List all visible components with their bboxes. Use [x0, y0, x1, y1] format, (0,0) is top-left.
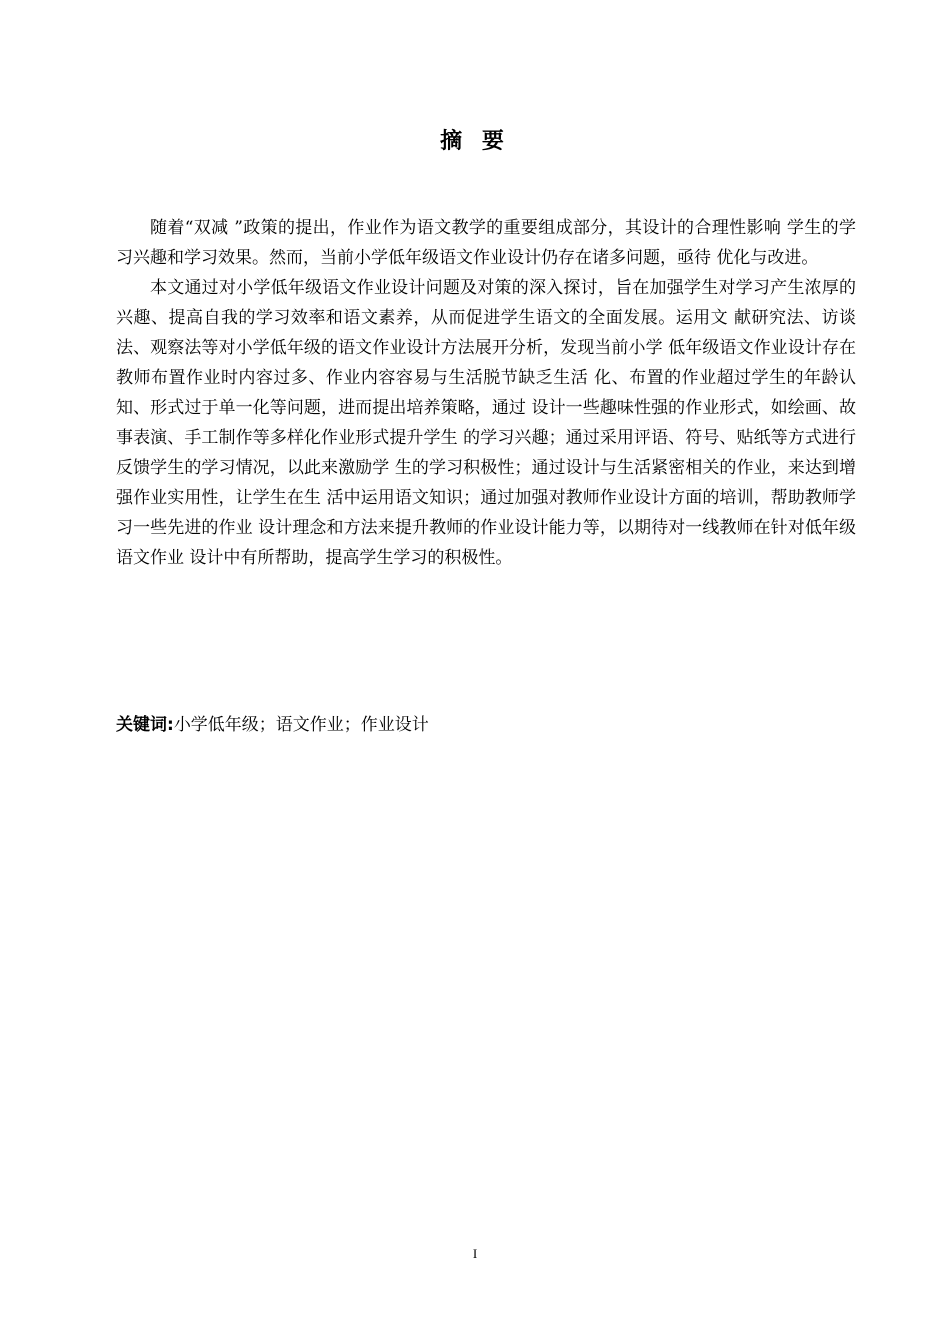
abstract-body	[116, 213, 856, 573]
page-number: I	[472, 1246, 478, 1261]
keywords-label: 关键词:	[116, 715, 174, 735]
keywords-line	[116, 710, 856, 740]
abstract-paragraph-1: 随着“双减 ”政策的提出，作业作为语文教学的重要组成部分，其设计的合理性影响 学生的学习兴趣和学习效果。然而，当前小学低年级语文作业设计仍存在诸多问题，亟待 优化与改进。	[116, 218, 856, 268]
abstract-paragraph-2: 本文通过对小学低年级语文作业设计问题及对策的深入探讨，旨在加强学生对学习产生浓厚的兴趣、提高自我的学习效率和语文素养，从而促进学生语文的全面发展。运用文 献研究法、访谈法、观察法等对小学低年级的语文作业设计方法展开分析，发现当前小学 低年级语文作业设计存在教师布置作业时内容过多、作业内容容易与生活脱节缺乏生活 化、布置的作业超过学生的年龄认知、形式过于单一化等问题，进而提出培养策略，通过 设计一些趣味性强的作业形式，如绘画、故事表演、手工制作等多样化作业形式提升学生 的学习兴趣；通过采用评语、符号、贴纸等方式进行反馈学生的学习情况，以此来激励学 生的学习积极性；通过设计与生活紧密相关的作业，来达到增强作业实用性，让学生在生 活中运用语文知识；通过加强对教师作业设计方面的培训，帮助教师学习一些先进的作业 设计理念和方法来提升教师的作业设计能力等，以期待对一线教师在针对低年级语文作业 设计中有所帮助，提高学生学习的积极性。	[116, 278, 856, 568]
abstract-title: 摘 要	[440, 129, 510, 154]
keywords-value: 小学低年级；语文作业；作业设计	[173, 715, 429, 735]
